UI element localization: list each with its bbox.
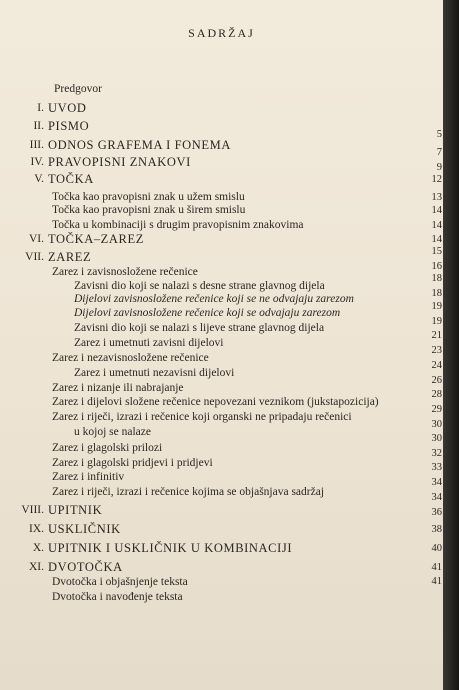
chapter-number: VIII. bbox=[21, 504, 44, 516]
section-title: Dijelovi zavisnosložene rečenice koji se odvajaju zarezom bbox=[74, 307, 341, 319]
page-number: 7 bbox=[436, 147, 442, 158]
toc-entry bbox=[0, 321, 443, 336]
page-number: 15 bbox=[431, 246, 442, 257]
toc-entry bbox=[0, 503, 443, 518]
chapter-number: X. bbox=[32, 542, 44, 554]
section-title: Zarez i glagolski pridjevi i pridjevi bbox=[52, 457, 213, 469]
section-title: Zavisni dio koji se nalazi s lijeve strane glavnog dijela bbox=[74, 322, 325, 334]
toc-entry bbox=[0, 395, 443, 410]
page-number: 19 bbox=[431, 316, 442, 327]
page-number: 36 bbox=[431, 507, 442, 518]
page-number: 5 bbox=[436, 129, 442, 140]
page-number: 16 bbox=[431, 261, 442, 272]
page-number: 30 bbox=[431, 419, 442, 430]
chapter-title: ZAREZ bbox=[48, 250, 92, 264]
toc-entry bbox=[0, 232, 443, 247]
section-title: Točka u kombinaciji s drugim pravopisnim znakovima bbox=[52, 219, 304, 231]
page-number: 40 bbox=[431, 543, 442, 554]
section-title: Zavisni dio koji se nalazi s desne strane glavnog dijela bbox=[74, 280, 325, 292]
chapter-number: VI. bbox=[28, 233, 44, 245]
chapter-number: I. bbox=[37, 102, 44, 114]
page-number: 18 bbox=[431, 288, 442, 299]
toc-entry bbox=[0, 381, 443, 396]
page-number: 21 bbox=[431, 330, 442, 341]
section-title: Točka kao pravopisni znak u užem smislu bbox=[52, 191, 245, 203]
page-number: 32 bbox=[431, 448, 442, 459]
section-title: Zarez i nezavisnosložene rečenice bbox=[52, 352, 209, 364]
chapter-number: VII. bbox=[25, 251, 44, 263]
toc-entry bbox=[0, 522, 443, 537]
toc-entry bbox=[0, 575, 443, 590]
page-number: 12 bbox=[431, 174, 442, 185]
chapter-number: IV. bbox=[30, 156, 44, 168]
toc-entry bbox=[0, 541, 443, 556]
page-number: 18 bbox=[431, 273, 442, 284]
page-number: 24 bbox=[431, 360, 442, 371]
toc-entry bbox=[0, 410, 443, 425]
toc-entry bbox=[0, 470, 443, 485]
page-number: 34 bbox=[431, 492, 442, 503]
chapter-number: XI. bbox=[28, 561, 44, 573]
section-title: Zarez i riječi, izrazi i rečenice kojima se objašnjava sadržaj bbox=[52, 486, 325, 498]
toc-entry bbox=[0, 441, 443, 456]
section-title: Zarez i umetnuti nezavisni dijelovi bbox=[74, 367, 235, 379]
page-number: 19 bbox=[431, 301, 442, 312]
chapter-number: IX. bbox=[28, 523, 44, 535]
chapter-title: DVOTOČKA bbox=[48, 560, 123, 574]
page-number: 33 bbox=[431, 462, 442, 473]
toc-entry bbox=[0, 250, 443, 265]
chapter-title: UPITNIK bbox=[48, 503, 103, 517]
page-number: 13 bbox=[431, 192, 442, 203]
page-number: 29 bbox=[431, 404, 442, 415]
chapter-title: UVOD bbox=[48, 101, 87, 115]
section-title: Predgovor bbox=[54, 83, 102, 95]
chapter-title: PISMO bbox=[48, 119, 90, 133]
section-title: Zarez i nizanje ili nabrajanje bbox=[52, 382, 184, 394]
section-title: Zarez i glagolski prilozi bbox=[52, 442, 163, 454]
chapter-title: TOČKA bbox=[48, 172, 94, 186]
section-title: Zarez i riječi, izrazi i rečenice koji organski ne pripadaju rečenici bbox=[52, 411, 352, 423]
page-number: 9 bbox=[436, 162, 442, 173]
chapter-title: PRAVOPISNI ZNAKOVI bbox=[48, 155, 191, 169]
page-number: 41 bbox=[431, 576, 442, 587]
toc-entry bbox=[0, 218, 443, 233]
section-title: Zarez i zavisnosložene rečenice bbox=[52, 266, 198, 278]
chapter-number: II. bbox=[33, 120, 44, 132]
page-number: 23 bbox=[431, 345, 442, 356]
page-number: 14 bbox=[431, 220, 442, 231]
section-title: Dvotočka i navođenje teksta bbox=[52, 591, 183, 603]
toc-entry bbox=[0, 82, 443, 97]
chapter-title: ODNOS GRAFEMA I FONEMA bbox=[48, 138, 232, 152]
toc-entry bbox=[0, 119, 443, 134]
chapter-title: UPITNIK I USKLIČNIK U KOMBINACIJI bbox=[48, 541, 293, 555]
section-title: Točka kao pravopisni znak u širem smislu bbox=[52, 204, 246, 216]
toc-entry bbox=[0, 101, 443, 116]
section-title: Dijelovi zavisnosložene rečenice koji se ne odvajaju zarezom bbox=[74, 293, 354, 305]
section-title: Zarez i dijelovi složene rečenice nepovezani veznikom (jukstapozicija) bbox=[52, 396, 379, 408]
chapter-title: USKLIČNIK bbox=[48, 522, 121, 536]
toc-entry bbox=[0, 203, 443, 218]
toc-entry bbox=[0, 366, 443, 381]
section-title: Dvotočka i objašnjenje teksta bbox=[52, 576, 188, 588]
toc-entry bbox=[0, 425, 443, 440]
page-number: 26 bbox=[431, 375, 442, 386]
toc-entry bbox=[0, 265, 443, 280]
page-number: 28 bbox=[431, 389, 442, 400]
section-title: Zarez i umetnuti zavisni dijelovi bbox=[74, 337, 224, 349]
chapter-number: III. bbox=[29, 139, 44, 151]
toc-entry bbox=[0, 590, 443, 605]
toc-entry bbox=[0, 336, 443, 351]
section-title: Zarez i infinitiv bbox=[52, 471, 125, 483]
toc-entry bbox=[0, 485, 443, 500]
page-number: 14 bbox=[431, 205, 442, 216]
toc-entry bbox=[0, 138, 443, 153]
page-number: 34 bbox=[431, 477, 442, 488]
toc-entry bbox=[0, 560, 443, 575]
toc-entry bbox=[0, 155, 443, 170]
book-edge bbox=[443, 0, 459, 690]
page-number: 41 bbox=[431, 562, 442, 573]
page-number: 14 bbox=[431, 234, 442, 245]
page-number: 38 bbox=[431, 524, 442, 535]
toc-entry bbox=[0, 351, 443, 366]
chapter-title: TOČKA–ZAREZ bbox=[48, 232, 144, 246]
toc-entry bbox=[0, 306, 443, 321]
toc-entry bbox=[0, 292, 443, 307]
toc-entry bbox=[0, 172, 443, 187]
chapter-number: V. bbox=[34, 173, 44, 185]
section-title: u kojoj se nalaze bbox=[74, 426, 151, 438]
page-number: 30 bbox=[431, 433, 442, 444]
page-title: SADRŽAJ bbox=[188, 26, 255, 40]
toc-entry bbox=[0, 456, 443, 471]
